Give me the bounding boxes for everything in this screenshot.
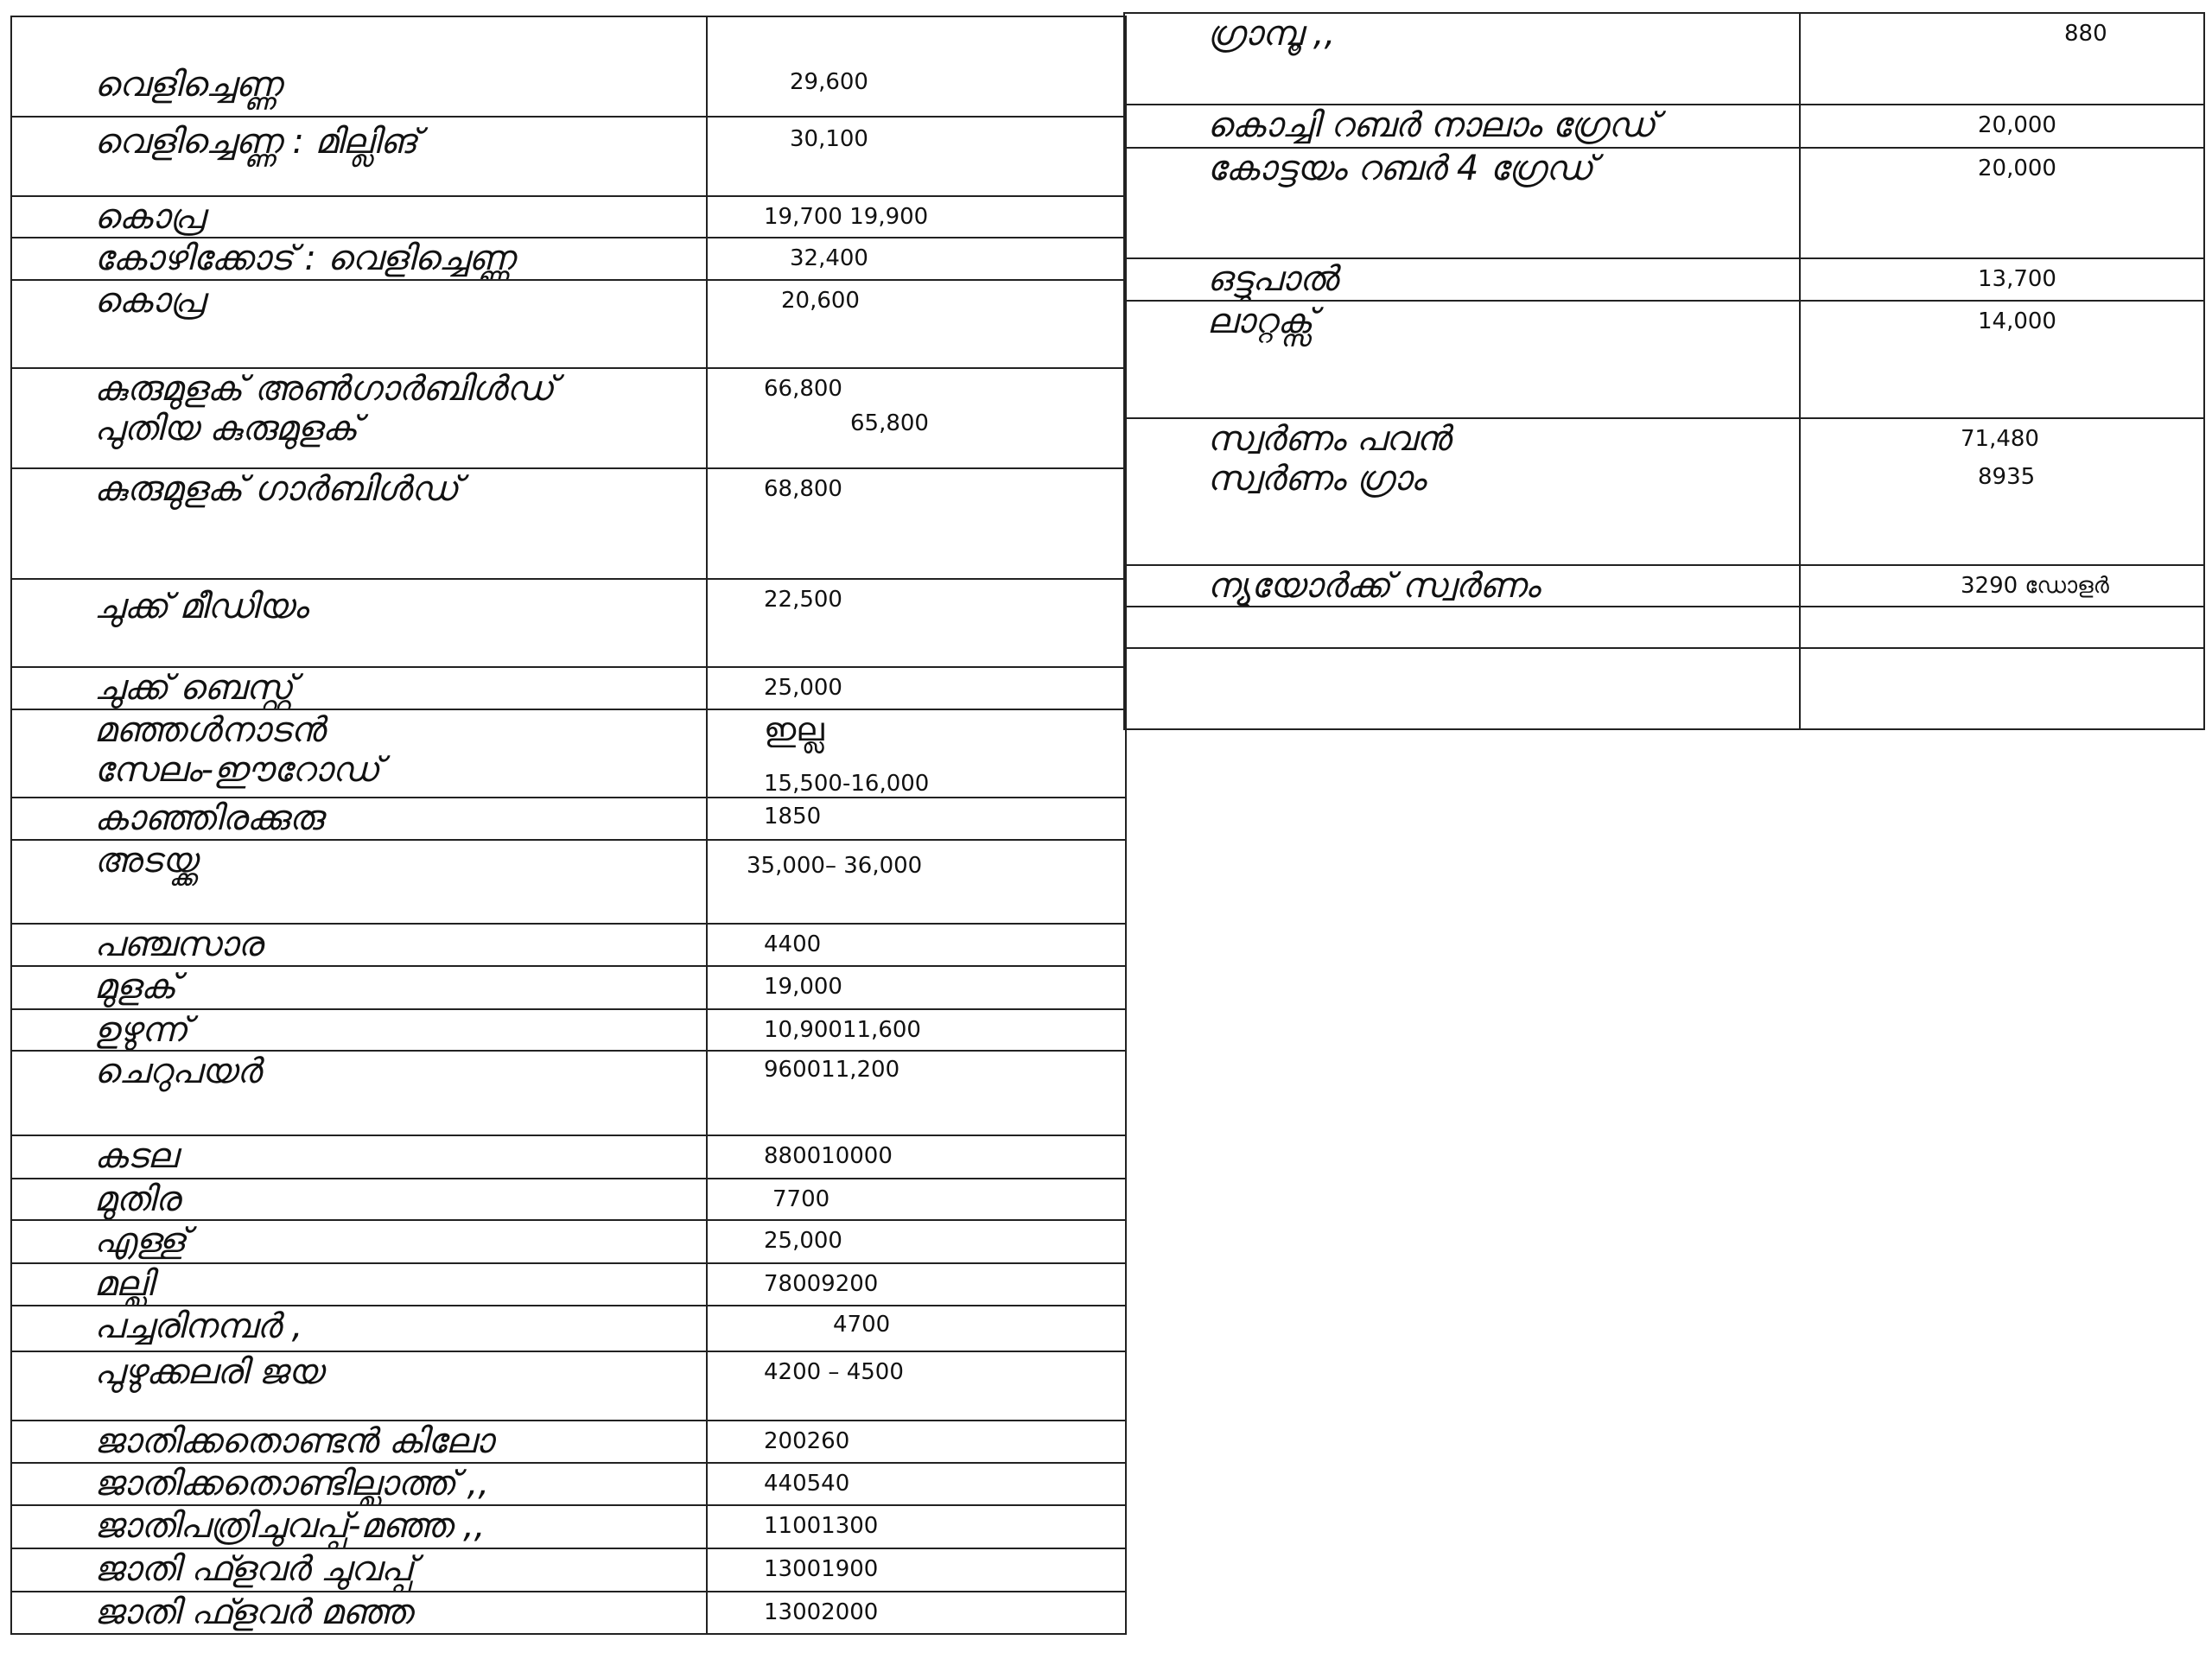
table-row bbox=[11, 368, 1126, 468]
item-price: 4700 bbox=[833, 1312, 891, 1338]
item-name: കോട്ടയം റബർ 4 ഗ്രേഡ് bbox=[1207, 149, 1594, 188]
item-name-cell bbox=[11, 196, 707, 238]
item-price-cell bbox=[707, 1421, 1126, 1463]
item-name-cell bbox=[11, 117, 707, 196]
table-row bbox=[11, 1592, 1126, 1634]
item-name: കുരുമുളക് ഗാർബിൾഡ് bbox=[94, 469, 459, 509]
item-name-cell bbox=[11, 1263, 707, 1306]
item-price: 71,480 bbox=[1961, 426, 2039, 452]
item-name: മഞ്ഞൾനാടൻ bbox=[94, 710, 325, 750]
table-row bbox=[11, 1135, 1126, 1179]
item-name: അടയ്ക്ക bbox=[94, 841, 197, 880]
table-row bbox=[11, 924, 1126, 966]
item-name: കടല bbox=[94, 1136, 177, 1176]
item-price: 65,800 bbox=[850, 410, 929, 436]
table-row bbox=[11, 1179, 1126, 1220]
item-price-cell bbox=[707, 1306, 1126, 1351]
table-row bbox=[1124, 648, 2204, 729]
table-row bbox=[11, 238, 1126, 280]
item-name: മല്ലി bbox=[94, 1264, 153, 1304]
table-row bbox=[11, 840, 1126, 924]
item-price-cell bbox=[707, 117, 1126, 196]
item-name-cell bbox=[11, 1009, 707, 1051]
right-price-table bbox=[1123, 12, 2205, 730]
item-name-cell bbox=[1124, 607, 1800, 648]
item-name: ജാതി ഫ്ളവർ മഞ്ഞ bbox=[94, 1592, 412, 1632]
item-name-cell bbox=[11, 840, 707, 924]
item-price-cell bbox=[707, 1263, 1126, 1306]
item-name-cell bbox=[11, 709, 707, 798]
item-price-cell bbox=[1800, 148, 2204, 258]
item-name: ജാതിക്കതൊണ്ടൻ കിലോ bbox=[94, 1421, 493, 1461]
item-price-cell bbox=[1800, 301, 2204, 418]
table-row bbox=[11, 1463, 1126, 1505]
item-name: കൊപ്ര bbox=[94, 197, 205, 237]
item-name-cell bbox=[1124, 418, 1800, 565]
item-name-cell bbox=[1124, 258, 1800, 301]
item-price: 13001900 bbox=[764, 1556, 879, 1582]
item-price: 13002000 bbox=[764, 1599, 879, 1625]
item-name: മുതിര bbox=[94, 1179, 180, 1219]
item-name: കാഞ്ഞിരക്കുരു bbox=[94, 798, 323, 838]
item-price-cell bbox=[1800, 607, 2204, 648]
item-price-cell bbox=[707, 1179, 1126, 1220]
item-price-cell bbox=[1800, 648, 2204, 729]
item-price: 11001300 bbox=[764, 1513, 879, 1539]
item-price-cell bbox=[1800, 105, 2204, 148]
item-name: സേലം-ഈറോഡ് bbox=[94, 750, 380, 790]
item-price-cell bbox=[1800, 565, 2204, 607]
item-name-cell bbox=[11, 16, 707, 117]
item-price: 13,700 bbox=[1978, 266, 2056, 292]
item-name: ജാതിപത്രിചുവപ്പ്-മഞ്ഞ ,, bbox=[94, 1506, 486, 1546]
item-price: 15,500-16,000 bbox=[764, 771, 930, 797]
item-price-cell bbox=[707, 1009, 1126, 1051]
item-price: 78009200 bbox=[764, 1271, 879, 1297]
item-name: ഗ്രാമ്പൂ ,, bbox=[1207, 14, 1336, 54]
table-row bbox=[1124, 565, 2204, 607]
table-row bbox=[11, 667, 1126, 709]
item-name: ചുക്ക് മീഡിയം bbox=[94, 587, 308, 626]
item-price-cell bbox=[707, 1463, 1126, 1505]
item-price: 3290 ഡോളർ bbox=[1961, 573, 2109, 599]
item-price: 440540 bbox=[764, 1471, 850, 1497]
item-name-cell bbox=[11, 1306, 707, 1351]
table-row bbox=[11, 1220, 1126, 1263]
table-row bbox=[1124, 301, 2204, 418]
item-name: വെളിച്ചെണ്ണ bbox=[94, 65, 282, 105]
item-price: 66,800 bbox=[764, 376, 842, 402]
item-price: 25,000 bbox=[764, 1228, 842, 1254]
item-name: ലാറ്റക്സ് bbox=[1207, 302, 1313, 341]
item-name: ന്യൂയോർക്ക് സ്വർണം bbox=[1207, 566, 1540, 606]
item-price-cell bbox=[707, 368, 1126, 468]
item-name: സ്വർണം ഗ്രാം bbox=[1207, 459, 1426, 499]
item-name: ചെറുപയർ bbox=[94, 1052, 261, 1091]
item-name-cell bbox=[11, 924, 707, 966]
item-name-cell bbox=[11, 280, 707, 368]
item-price-cell bbox=[707, 924, 1126, 966]
item-price-cell bbox=[707, 16, 1126, 117]
item-name-cell bbox=[1124, 648, 1800, 729]
item-price: 4200 – 4500 bbox=[764, 1359, 904, 1385]
left-price-table bbox=[10, 16, 1127, 1635]
table-row bbox=[1124, 13, 2204, 105]
table-row bbox=[11, 1505, 1126, 1548]
item-name-cell bbox=[11, 1220, 707, 1263]
item-name: കൊപ്ര bbox=[94, 281, 205, 321]
item-name-cell bbox=[11, 1548, 707, 1592]
item-name-cell bbox=[11, 1421, 707, 1463]
item-name: കൊച്ചി റബർ നാലാം ഗ്രേഡ് bbox=[1207, 105, 1656, 145]
item-name-cell bbox=[11, 798, 707, 840]
item-price: 4400 bbox=[764, 931, 822, 957]
item-price-cell bbox=[707, 798, 1126, 840]
item-name-cell bbox=[11, 1505, 707, 1548]
item-price: 35,000– 36,000 bbox=[747, 853, 923, 879]
item-price: 30,100 bbox=[790, 126, 868, 152]
item-price: 10,90011,600 bbox=[764, 1017, 921, 1043]
table-row bbox=[1124, 105, 2204, 148]
item-price-cell bbox=[707, 966, 1126, 1009]
item-name-cell bbox=[11, 1051, 707, 1135]
item-price-cell bbox=[707, 280, 1126, 368]
item-price: 19,700 19,900 bbox=[764, 204, 929, 230]
item-name-cell bbox=[1124, 105, 1800, 148]
item-price: 880 bbox=[2064, 21, 2107, 47]
table-row bbox=[1124, 258, 2204, 301]
item-name-cell bbox=[11, 966, 707, 1009]
item-price: 880010000 bbox=[764, 1143, 893, 1169]
table-row bbox=[1124, 148, 2204, 258]
item-name-cell bbox=[11, 368, 707, 468]
item-price: ഇല്ല bbox=[764, 710, 824, 748]
item-price-cell bbox=[1800, 418, 2204, 565]
table-row bbox=[11, 16, 1126, 117]
item-name-cell bbox=[11, 1351, 707, 1421]
item-price-cell bbox=[707, 1548, 1126, 1592]
item-name-cell bbox=[1124, 148, 1800, 258]
item-name-cell bbox=[11, 238, 707, 280]
item-price: 200260 bbox=[764, 1428, 850, 1454]
item-name: ഒട്ടുപാൽ bbox=[1207, 259, 1338, 299]
table-row bbox=[11, 1306, 1126, 1351]
item-price-cell bbox=[1800, 13, 2204, 105]
item-price: 29,600 bbox=[790, 69, 868, 95]
item-name: കുരുമുളക് അൺഗാർബിൾഡ് bbox=[94, 369, 555, 409]
item-name: വെളിച്ചെണ്ണ : മില്ലിങ് bbox=[94, 122, 418, 162]
item-price-cell bbox=[707, 1220, 1126, 1263]
item-price: 22,500 bbox=[764, 587, 842, 613]
item-price: 32,400 bbox=[790, 245, 868, 271]
item-name: ജാതിക്കതൊണ്ടില്ലാത്ത് ,, bbox=[94, 1464, 490, 1503]
item-price: 19,000 bbox=[764, 974, 842, 1000]
item-price-cell bbox=[707, 667, 1126, 709]
table-row bbox=[11, 798, 1126, 840]
table-row bbox=[11, 709, 1126, 798]
item-price: 20,000 bbox=[1978, 156, 2056, 181]
item-price: 25,000 bbox=[764, 675, 842, 701]
table-row bbox=[11, 196, 1126, 238]
item-name-cell bbox=[11, 1592, 707, 1634]
item-price-cell bbox=[707, 238, 1126, 280]
item-name: പുതിയ കുരുമുളക് bbox=[94, 409, 359, 448]
item-name-cell bbox=[1124, 301, 1800, 418]
item-price: 7700 bbox=[772, 1186, 830, 1212]
item-name: പഞ്ചസാര bbox=[94, 925, 263, 964]
item-name: പച്ചരിനമ്പർ , bbox=[94, 1306, 303, 1346]
table-row bbox=[11, 280, 1126, 368]
item-price: 960011,200 bbox=[764, 1057, 900, 1083]
item-price-cell bbox=[707, 1135, 1126, 1179]
item-name-cell bbox=[1124, 565, 1800, 607]
table-row bbox=[11, 1548, 1126, 1592]
item-price: 14,000 bbox=[1978, 308, 2056, 334]
item-price-cell bbox=[707, 196, 1126, 238]
item-price-cell bbox=[707, 1351, 1126, 1421]
item-name: ചുക്ക് ബെസ്റ്റ് bbox=[94, 668, 294, 708]
table-row bbox=[11, 468, 1126, 579]
item-name-cell bbox=[11, 1135, 707, 1179]
item-name-cell bbox=[11, 1463, 707, 1505]
item-name: മുളക് bbox=[94, 967, 177, 1007]
table-row bbox=[11, 1009, 1126, 1051]
item-price-cell bbox=[707, 468, 1126, 579]
item-name: ഉഴുന്ന് bbox=[94, 1010, 188, 1050]
item-price-cell bbox=[1800, 258, 2204, 301]
item-name-cell bbox=[11, 579, 707, 667]
item-name-cell bbox=[11, 667, 707, 709]
item-price: 20,000 bbox=[1978, 112, 2056, 138]
item-price: 1850 bbox=[764, 804, 822, 830]
item-price-cell bbox=[707, 709, 1126, 798]
item-price: 20,600 bbox=[781, 288, 860, 314]
table-row bbox=[11, 1351, 1126, 1421]
item-price: 8935 bbox=[1978, 464, 2036, 490]
table-row bbox=[11, 579, 1126, 667]
table-row bbox=[11, 1421, 1126, 1463]
table-row bbox=[11, 117, 1126, 196]
item-name: എള്ള് bbox=[94, 1221, 187, 1261]
item-name-cell bbox=[1124, 13, 1800, 105]
table-row bbox=[1124, 607, 2204, 648]
item-name: പുഴുക്കലരി ജയ bbox=[94, 1352, 323, 1392]
item-price-cell bbox=[707, 1051, 1126, 1135]
item-name-cell bbox=[11, 468, 707, 579]
item-name: സ്വർണം പവൻ bbox=[1207, 419, 1451, 459]
table-row bbox=[11, 1051, 1126, 1135]
item-name-cell bbox=[11, 1179, 707, 1220]
item-price-cell bbox=[707, 579, 1126, 667]
item-price-cell bbox=[707, 1592, 1126, 1634]
item-price-cell bbox=[707, 1505, 1126, 1548]
table-row bbox=[11, 1263, 1126, 1306]
item-price-cell bbox=[707, 840, 1126, 924]
item-name: കോഴിക്കോട് : വെളിച്ചെണ്ണ bbox=[94, 238, 515, 278]
table-row bbox=[11, 966, 1126, 1009]
item-name: ജാതി ഫ്ളവർ ചുവപ്പ് bbox=[94, 1549, 414, 1589]
item-price: 68,800 bbox=[764, 476, 842, 502]
table-row bbox=[1124, 418, 2204, 565]
